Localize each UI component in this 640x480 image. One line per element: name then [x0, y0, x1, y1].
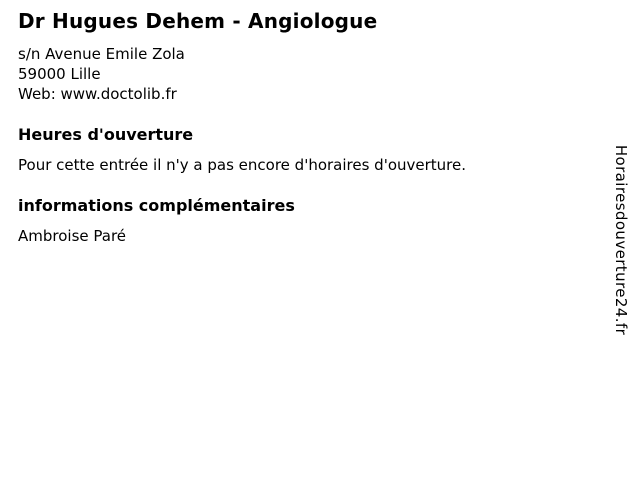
- address-website: Web: www.doctolib.fr: [18, 85, 177, 103]
- page-title: Dr Hugues Dehem - Angiologue: [18, 9, 378, 33]
- address-city: 59000 Lille: [18, 65, 101, 83]
- additional-info-text: Ambroise Paré: [18, 227, 127, 245]
- site-watermark: Horairesdouverture24.fr: [612, 144, 630, 336]
- additional-info-heading: informations complémentaires: [18, 196, 295, 215]
- address-block: [18, 44, 594, 104]
- opening-hours-text: Pour cette entrée il n'y a pas encore d'horaires d'ouverture.: [18, 156, 467, 174]
- listing-content: [18, 8, 594, 246]
- address-street: s/n Avenue Emile Zola: [18, 45, 185, 63]
- opening-hours-heading: Heures d'ouverture: [18, 125, 194, 144]
